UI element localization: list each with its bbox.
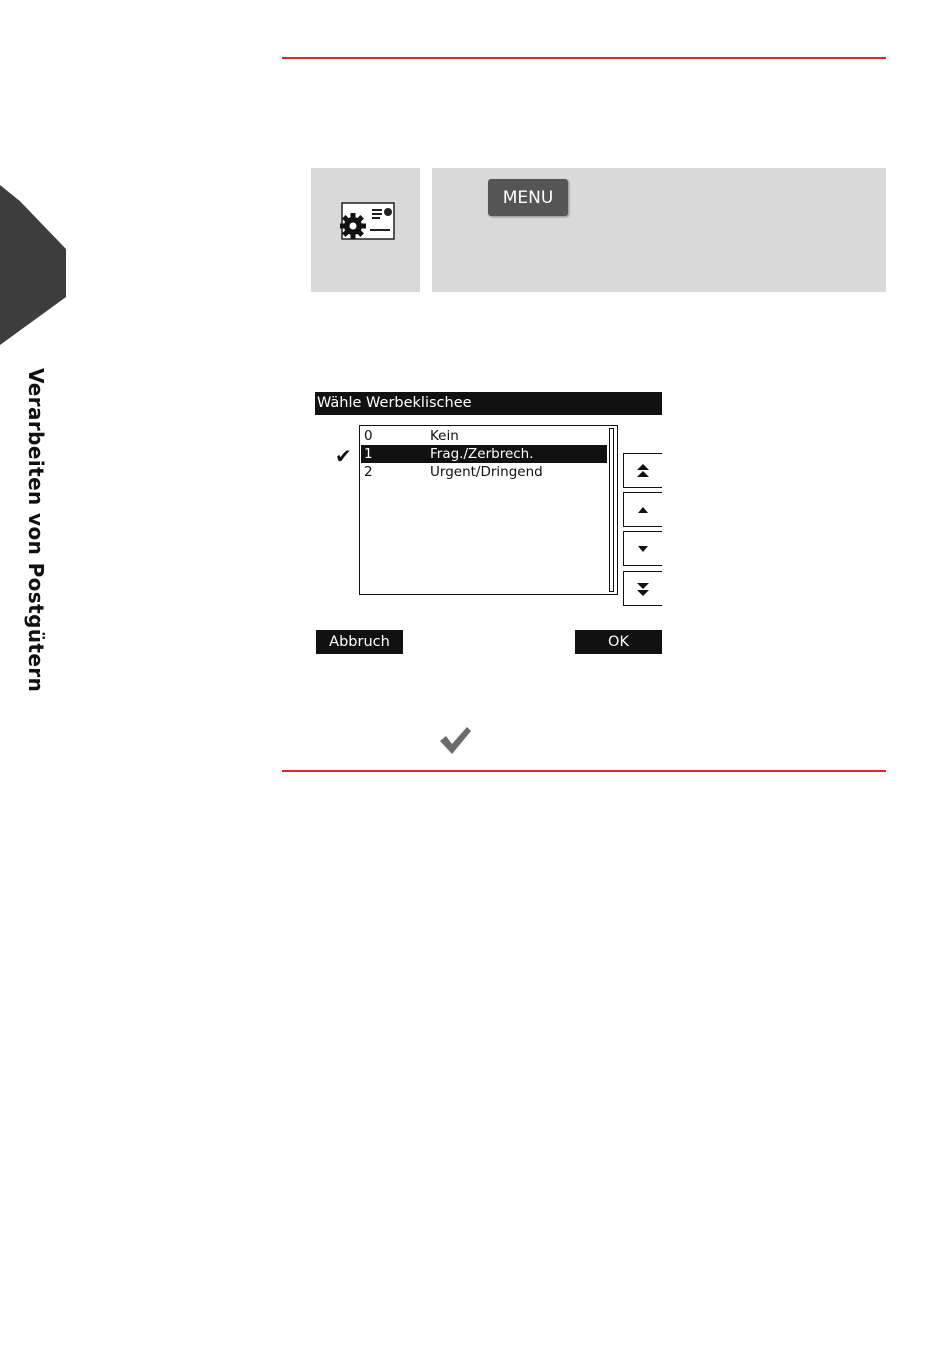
page-down-icon (636, 581, 650, 597)
list-item-selected[interactable]: 1 Frag./Zerbrech. (361, 445, 607, 463)
settings-card-icon (338, 201, 396, 241)
list-item[interactable]: 0 Kein (364, 428, 459, 444)
arrow-down-icon (637, 545, 649, 553)
stamp-list (359, 425, 618, 595)
ok-button[interactable]: OK (575, 630, 662, 654)
device-screen (315, 392, 665, 662)
top-divider (282, 57, 886, 59)
screen-title: Wähle Werbeklischee (315, 392, 662, 415)
page-up-icon (636, 463, 650, 479)
list-scrollbar[interactable] (609, 428, 614, 592)
step-panel (311, 168, 886, 292)
list-item[interactable]: 2 Urgent/Dringend (364, 464, 543, 480)
page-up-button[interactable] (623, 453, 662, 488)
chapter-title: Verarbeiten von Postgütern (24, 368, 48, 693)
step-icon-cell (311, 168, 420, 292)
selected-check-icon: ✔ (335, 444, 352, 468)
cancel-button[interactable]: Abbruch (316, 630, 403, 654)
step-text-cell (432, 168, 886, 292)
bottom-divider (282, 770, 886, 772)
arrow-up-icon (637, 506, 649, 514)
arrow-down-button[interactable] (623, 531, 662, 566)
checkmark-icon (437, 722, 473, 758)
menu-key[interactable]: MENU (488, 179, 568, 216)
page-down-button[interactable] (623, 571, 662, 606)
arrow-up-button[interactable] (623, 492, 662, 527)
chapter-tab (0, 185, 66, 345)
